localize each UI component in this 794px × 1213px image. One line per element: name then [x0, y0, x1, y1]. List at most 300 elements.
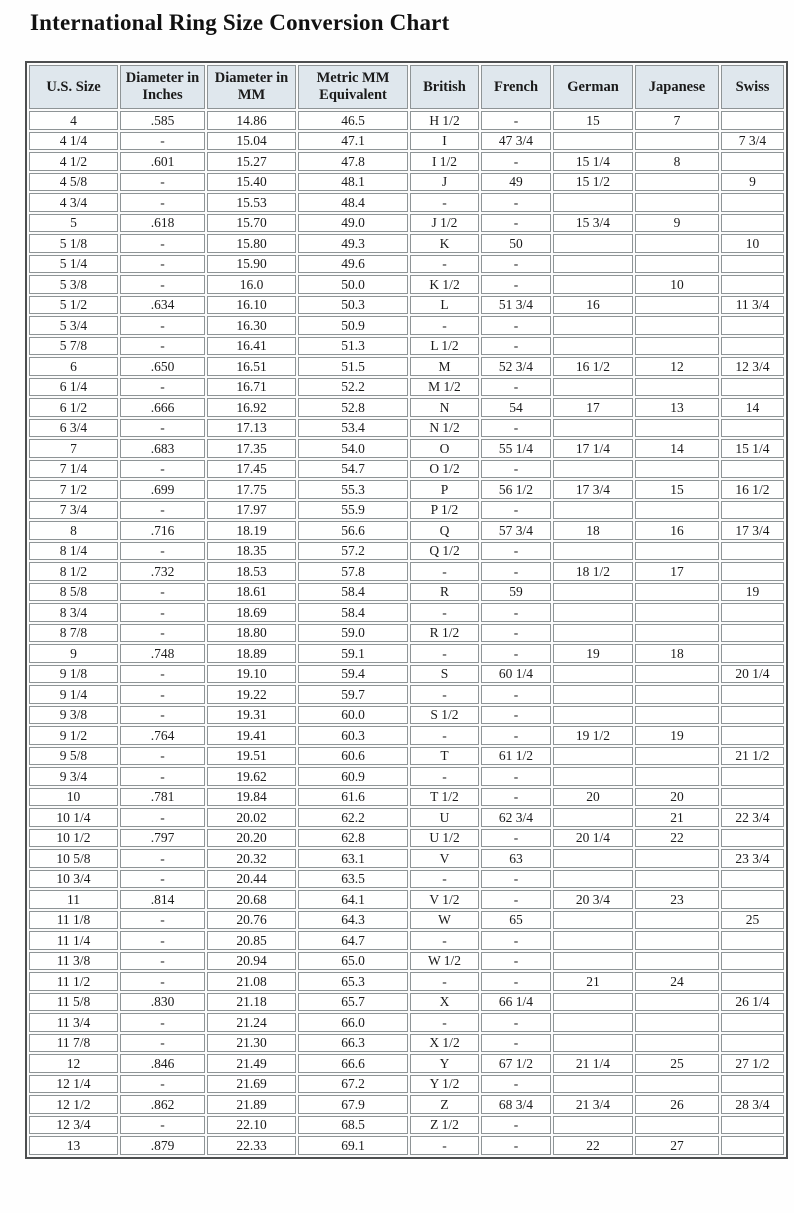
table-row — [29, 972, 784, 991]
cell: 11 5/8 — [29, 993, 118, 1012]
cell — [635, 911, 719, 930]
cell — [635, 460, 719, 479]
cell: 25 — [635, 1054, 719, 1073]
cell: 10 1/2 — [29, 829, 118, 848]
cell: 28 3/4 — [721, 1095, 784, 1114]
cell — [635, 337, 719, 356]
cell: 8 3/4 — [29, 603, 118, 622]
cell: 11 3/4 — [721, 296, 784, 315]
cell: - — [481, 255, 551, 274]
cell: .650 — [120, 357, 205, 376]
cell: .879 — [120, 1136, 205, 1155]
table-row — [29, 624, 784, 643]
cell: 17 3/4 — [721, 521, 784, 540]
table-row — [29, 1095, 784, 1114]
cell: - — [410, 562, 479, 581]
cell: P — [410, 480, 479, 499]
table-row — [29, 665, 784, 684]
cell: 55 1/4 — [481, 439, 551, 458]
cell — [721, 275, 784, 294]
cell: 9 — [635, 214, 719, 233]
cell: 49 — [481, 173, 551, 192]
cell — [635, 234, 719, 253]
cell: 49.6 — [298, 255, 408, 274]
cell: 48.1 — [298, 173, 408, 192]
cell: 5 3/4 — [29, 316, 118, 335]
cell: .683 — [120, 439, 205, 458]
cell — [635, 542, 719, 561]
cell: - — [410, 870, 479, 889]
cell: 15.27 — [207, 152, 296, 171]
cell: - — [481, 829, 551, 848]
cell — [553, 460, 633, 479]
cell — [635, 132, 719, 151]
cell: 21 1/4 — [553, 1054, 633, 1073]
cell: 51.3 — [298, 337, 408, 356]
cell: 21 — [635, 808, 719, 827]
cell — [635, 419, 719, 438]
cell: 18.80 — [207, 624, 296, 643]
cell — [635, 849, 719, 868]
cell — [635, 1075, 719, 1094]
cell: N 1/2 — [410, 419, 479, 438]
cell: 13 — [635, 398, 719, 417]
cell: 59.4 — [298, 665, 408, 684]
column-header-diameter-in-inches: Diameter in Inches — [120, 65, 205, 109]
cell — [721, 152, 784, 171]
cell — [553, 255, 633, 274]
cell — [553, 234, 633, 253]
cell: 20 1/4 — [721, 665, 784, 684]
cell — [635, 706, 719, 725]
cell — [721, 1034, 784, 1053]
cell: 47 3/4 — [481, 132, 551, 151]
table-row — [29, 911, 784, 930]
cell: K 1/2 — [410, 275, 479, 294]
cell — [721, 788, 784, 807]
cell: P 1/2 — [410, 501, 479, 520]
cell — [721, 1075, 784, 1094]
cell: 7 3/4 — [29, 501, 118, 520]
cell — [553, 275, 633, 294]
cell: 16.30 — [207, 316, 296, 335]
cell: 22.10 — [207, 1116, 296, 1135]
cell: 51 3/4 — [481, 296, 551, 315]
cell: 21.18 — [207, 993, 296, 1012]
cell: 60.9 — [298, 767, 408, 786]
cell: U 1/2 — [410, 829, 479, 848]
cell — [721, 214, 784, 233]
cell: 66.0 — [298, 1013, 408, 1032]
cell: 17.13 — [207, 419, 296, 438]
cell: 19 — [721, 583, 784, 602]
cell: - — [120, 501, 205, 520]
cell: - — [410, 644, 479, 663]
cell — [721, 1136, 784, 1155]
cell: - — [120, 1013, 205, 1032]
table-row — [29, 542, 784, 561]
cell — [553, 952, 633, 971]
cell: 50.3 — [298, 296, 408, 315]
cell — [635, 1013, 719, 1032]
cell: 62.8 — [298, 829, 408, 848]
cell: - — [120, 234, 205, 253]
cell: L — [410, 296, 479, 315]
cell: 5 — [29, 214, 118, 233]
cell: 18.69 — [207, 603, 296, 622]
cell: .814 — [120, 890, 205, 909]
cell: 19.10 — [207, 665, 296, 684]
table-row — [29, 439, 784, 458]
cell: - — [410, 1136, 479, 1155]
cell: - — [481, 419, 551, 438]
cell: 20 1/4 — [553, 829, 633, 848]
cell: 63.5 — [298, 870, 408, 889]
cell: 27 — [635, 1136, 719, 1155]
cell — [635, 870, 719, 889]
cell: 63 — [481, 849, 551, 868]
cell: 69.1 — [298, 1136, 408, 1155]
cell: 21.49 — [207, 1054, 296, 1073]
table-row — [29, 603, 784, 622]
cell: 21 — [553, 972, 633, 991]
table-row — [29, 460, 784, 479]
cell — [635, 747, 719, 766]
table-row — [29, 132, 784, 151]
cell: 18.35 — [207, 542, 296, 561]
cell: 53.4 — [298, 419, 408, 438]
cell: 11 7/8 — [29, 1034, 118, 1053]
cell: 21.69 — [207, 1075, 296, 1094]
cell: 15.90 — [207, 255, 296, 274]
cell: 64.1 — [298, 890, 408, 909]
cell: 10 — [29, 788, 118, 807]
cell: 9 3/4 — [29, 767, 118, 786]
cell: 19 — [553, 644, 633, 663]
cell: 20 — [553, 788, 633, 807]
cell: - — [481, 1013, 551, 1032]
cell: - — [481, 952, 551, 971]
cell: O — [410, 439, 479, 458]
cell: - — [120, 808, 205, 827]
cell: 61 1/2 — [481, 747, 551, 766]
cell — [553, 870, 633, 889]
table-row — [29, 726, 784, 745]
cell: .846 — [120, 1054, 205, 1073]
cell: 20 3/4 — [553, 890, 633, 909]
cell: .634 — [120, 296, 205, 315]
cell: 24 — [635, 972, 719, 991]
cell: 15 1/2 — [553, 173, 633, 192]
table-row — [29, 1013, 784, 1032]
cell: .618 — [120, 214, 205, 233]
cell — [721, 1013, 784, 1032]
cell: - — [481, 685, 551, 704]
cell: 15 1/4 — [721, 439, 784, 458]
cell: 57.8 — [298, 562, 408, 581]
cell: - — [481, 460, 551, 479]
cell: 9 1/8 — [29, 665, 118, 684]
table-row — [29, 234, 784, 253]
cell: V 1/2 — [410, 890, 479, 909]
cell: 60.3 — [298, 726, 408, 745]
cell: 16.92 — [207, 398, 296, 417]
cell: S 1/2 — [410, 706, 479, 725]
cell: .601 — [120, 152, 205, 171]
cell — [721, 870, 784, 889]
cell: - — [120, 931, 205, 950]
table-row — [29, 931, 784, 950]
cell: 23 3/4 — [721, 849, 784, 868]
cell: 54.7 — [298, 460, 408, 479]
cell: 15.40 — [207, 173, 296, 192]
table-row — [29, 685, 784, 704]
cell: 10 5/8 — [29, 849, 118, 868]
cell — [635, 173, 719, 192]
cell: 66.3 — [298, 1034, 408, 1053]
cell: 16 — [635, 521, 719, 540]
cell: 64.7 — [298, 931, 408, 950]
table-row — [29, 1034, 784, 1053]
cell — [635, 378, 719, 397]
cell: 19.22 — [207, 685, 296, 704]
table-row — [29, 378, 784, 397]
cell: 12 — [635, 357, 719, 376]
cell: 21 3/4 — [553, 1095, 633, 1114]
cell: 17 1/4 — [553, 439, 633, 458]
cell — [553, 419, 633, 438]
cell: 5 1/8 — [29, 234, 118, 253]
cell: - — [120, 316, 205, 335]
cell: - — [410, 193, 479, 212]
cell: - — [120, 685, 205, 704]
cell: 16.41 — [207, 337, 296, 356]
cell — [635, 767, 719, 786]
cell: .699 — [120, 480, 205, 499]
cell: 62 3/4 — [481, 808, 551, 827]
cell: - — [481, 890, 551, 909]
cell — [553, 931, 633, 950]
cell — [721, 542, 784, 561]
table-row — [29, 808, 784, 827]
cell: 8 1/4 — [29, 542, 118, 561]
table-row — [29, 398, 784, 417]
cell: - — [120, 173, 205, 192]
cell: 54.0 — [298, 439, 408, 458]
cell: - — [410, 972, 479, 991]
table-row — [29, 1054, 784, 1073]
cell — [721, 378, 784, 397]
cell — [635, 255, 719, 274]
conversion-table — [25, 61, 788, 1159]
cell — [553, 1075, 633, 1094]
cell — [635, 501, 719, 520]
cell — [553, 378, 633, 397]
cell — [553, 132, 633, 151]
cell: 19 — [635, 726, 719, 745]
cell: 6 1/2 — [29, 398, 118, 417]
cell — [553, 849, 633, 868]
cell: 62.2 — [298, 808, 408, 827]
cell: T — [410, 747, 479, 766]
cell: 9 3/8 — [29, 706, 118, 725]
cell: 9 — [721, 173, 784, 192]
cell: 15 3/4 — [553, 214, 633, 233]
cell: 50.0 — [298, 275, 408, 294]
table-row — [29, 583, 784, 602]
cell: R — [410, 583, 479, 602]
cell: U — [410, 808, 479, 827]
cell: - — [120, 460, 205, 479]
cell: 65 — [481, 911, 551, 930]
cell: T 1/2 — [410, 788, 479, 807]
cell: 11 1/8 — [29, 911, 118, 930]
cell: 8 1/2 — [29, 562, 118, 581]
cell: 61.6 — [298, 788, 408, 807]
cell: - — [481, 1075, 551, 1094]
cell: 50 — [481, 234, 551, 253]
cell: 49.0 — [298, 214, 408, 233]
cell: 7 3/4 — [721, 132, 784, 151]
column-header-british: British — [410, 65, 479, 109]
cell: - — [120, 132, 205, 151]
cell: 6 — [29, 357, 118, 376]
cell — [553, 767, 633, 786]
cell: 8 — [635, 152, 719, 171]
cell: L 1/2 — [410, 337, 479, 356]
cell — [635, 193, 719, 212]
cell: 11 1/2 — [29, 972, 118, 991]
cell — [635, 931, 719, 950]
cell: W 1/2 — [410, 952, 479, 971]
cell: - — [481, 870, 551, 889]
cell: - — [120, 337, 205, 356]
cell: - — [120, 665, 205, 684]
table-row — [29, 788, 784, 807]
cell: - — [410, 726, 479, 745]
cell: J 1/2 — [410, 214, 479, 233]
cell: - — [120, 1075, 205, 1094]
cell: 7 1/2 — [29, 480, 118, 499]
cell: 5 1/4 — [29, 255, 118, 274]
cell: 18.61 — [207, 583, 296, 602]
cell: - — [481, 193, 551, 212]
cell: 59.1 — [298, 644, 408, 663]
header-row — [29, 65, 784, 109]
cell: H 1/2 — [410, 111, 479, 130]
cell: 12 1/2 — [29, 1095, 118, 1114]
cell: 57.2 — [298, 542, 408, 561]
cell: 26 1/4 — [721, 993, 784, 1012]
cell — [635, 952, 719, 971]
page-title: International Ring Size Conversion Chart — [30, 10, 450, 35]
cell: 17 3/4 — [553, 480, 633, 499]
cell: 14 — [721, 398, 784, 417]
table-row — [29, 419, 784, 438]
cell — [553, 1013, 633, 1032]
cell: - — [481, 603, 551, 622]
cell: M — [410, 357, 479, 376]
cell: 11 — [29, 890, 118, 909]
cell: - — [481, 542, 551, 561]
cell: 7 — [29, 439, 118, 458]
cell: 16 — [553, 296, 633, 315]
table-row — [29, 480, 784, 499]
cell: - — [120, 1116, 205, 1135]
table-row — [29, 706, 784, 725]
table-row — [29, 747, 784, 766]
cell: 18.89 — [207, 644, 296, 663]
cell: - — [120, 706, 205, 725]
cell: - — [410, 603, 479, 622]
cell: - — [120, 378, 205, 397]
cell — [553, 808, 633, 827]
table-row — [29, 296, 784, 315]
cell: 65.3 — [298, 972, 408, 991]
cell: 15.80 — [207, 234, 296, 253]
cell — [553, 501, 633, 520]
cell: 22 3/4 — [721, 808, 784, 827]
column-header-metric-mm-equivalent: Metric MM Equivalent — [298, 65, 408, 109]
cell: .781 — [120, 788, 205, 807]
cell: .748 — [120, 644, 205, 663]
cell: 50.9 — [298, 316, 408, 335]
cell: 26 — [635, 1095, 719, 1114]
cell: - — [481, 214, 551, 233]
cell: .830 — [120, 993, 205, 1012]
table-row — [29, 357, 784, 376]
cell — [721, 1116, 784, 1135]
cell: 8 5/8 — [29, 583, 118, 602]
cell — [721, 890, 784, 909]
cell — [635, 316, 719, 335]
column-header-u-s-size: U.S. Size — [29, 65, 118, 109]
cell: 8 7/8 — [29, 624, 118, 643]
cell: - — [120, 767, 205, 786]
cell: 5 7/8 — [29, 337, 118, 356]
cell: 20.02 — [207, 808, 296, 827]
cell: 13 — [29, 1136, 118, 1155]
table-row — [29, 1075, 784, 1094]
cell: - — [481, 624, 551, 643]
cell: - — [481, 1034, 551, 1053]
cell: 4 3/4 — [29, 193, 118, 212]
cell — [553, 685, 633, 704]
table-row — [29, 255, 784, 274]
cell: O 1/2 — [410, 460, 479, 479]
table-row — [29, 214, 784, 233]
table-row — [29, 111, 784, 130]
cell — [553, 1116, 633, 1135]
cell: V — [410, 849, 479, 868]
table-row — [29, 193, 784, 212]
cell: 20 — [635, 788, 719, 807]
cell: R 1/2 — [410, 624, 479, 643]
cell: 67 1/2 — [481, 1054, 551, 1073]
cell: - — [120, 870, 205, 889]
cell: - — [410, 931, 479, 950]
cell — [635, 624, 719, 643]
cell: 67.2 — [298, 1075, 408, 1094]
cell: 60.0 — [298, 706, 408, 725]
cell: Q — [410, 521, 479, 540]
cell — [721, 767, 784, 786]
cell — [553, 603, 633, 622]
cell: 16.10 — [207, 296, 296, 315]
cell — [721, 460, 784, 479]
cell: 58.4 — [298, 603, 408, 622]
cell: 12 3/4 — [29, 1116, 118, 1135]
